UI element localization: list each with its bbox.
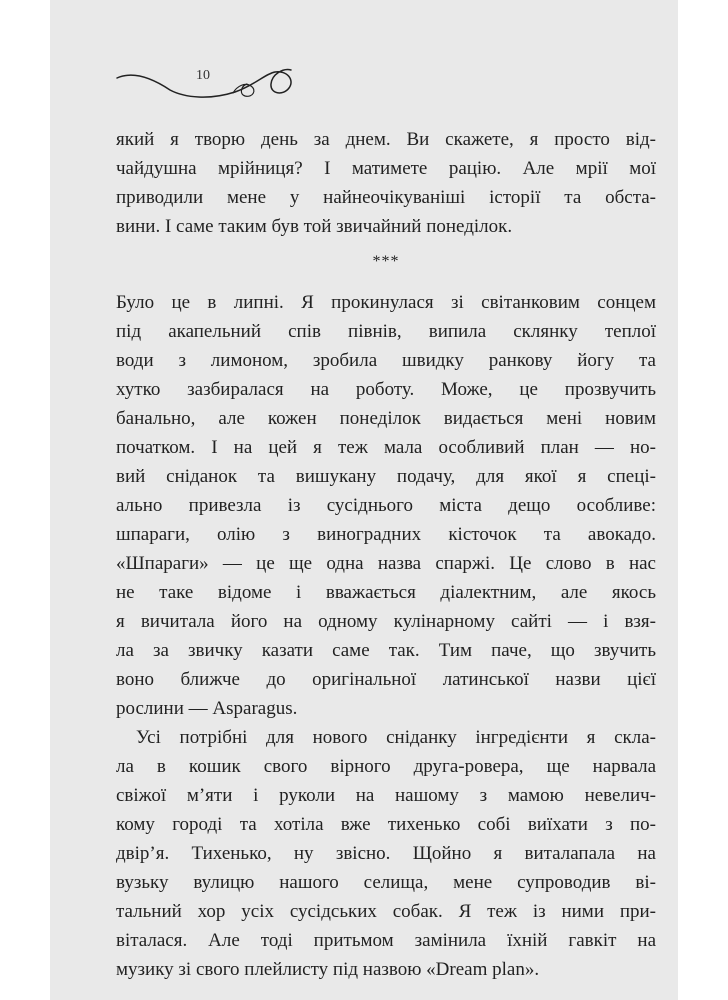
text-line: банально, але кожен понеділок видається мені новим (116, 408, 656, 429)
text-line: вузьку вулицю нашого селища, мене супроводив ві- (116, 872, 656, 893)
text-line: музику зі свого плейлисту під назвою «Dream plan». (116, 959, 540, 980)
page-header (115, 60, 315, 110)
paragraph (116, 723, 656, 984)
text-line: я вичитала його на одному кулінарному сайті — і взя- (116, 611, 656, 632)
text-line: ла за звичку казати саме так. Тим паче, що звучить (116, 640, 656, 661)
text-line: рослини — Asparagus. (116, 698, 298, 719)
page-number: 10 (196, 68, 210, 83)
text-line: свіжої м’яти і руколи на нашому з мамою невелич- (116, 785, 656, 806)
text-line: вий сніданок та вишукану подачу, для якої я спеці- (116, 466, 656, 487)
text-line: «Шпараги» — це ще одна назва спаржі. Це слово в нас (116, 553, 656, 574)
section-separator: *** (372, 253, 400, 270)
section-1 (116, 125, 656, 241)
text-line: Усі потрібні для нового сніданку інгредієнти я скла- (136, 727, 656, 748)
swirl-flourish-icon (115, 60, 305, 105)
text-line: під акапельний спів півнів, випила склянку теплої (116, 321, 656, 342)
paragraph (116, 288, 656, 723)
text-line: який я творю день за днем. Ви скажете, я просто від- (116, 129, 656, 150)
text-line: чайдушна мрійниця? І матимете рацію. Але мрії мої (116, 158, 656, 179)
text-line: вини. І саме таким був той звичайний понеділок. (116, 216, 513, 237)
text-line: воно ближче до оригінальної латинської назви цієї (116, 669, 656, 690)
text-line: шпараги, олію з виноградних кісточок та авокадо. (116, 524, 656, 545)
text-line: приводили мене у найнеочікуваніші історії та обста- (116, 187, 656, 208)
text-line: ла в кошик свого вірного друга-ровера, ще нарвала (116, 756, 656, 777)
page-body (116, 125, 656, 984)
text-line: двір’я. Тихенько, ну звісно. Щойно я виталапала на (116, 843, 656, 864)
text-line: тальний хор усіх сусідських собак. Я теж із ними при- (116, 901, 656, 922)
text-line: хутко зазбиралася на роботу. Може, це прозвучить (116, 379, 656, 400)
text-line: віталася. Але тоді притьмом замінила їхній гавкіт на (116, 930, 656, 951)
text-line: кому городі та хотіла вже тихенько собі виїхати з по- (116, 814, 656, 835)
text-line: Було це в липні. Я прокинулася зі світанковим сонцем (116, 292, 656, 313)
text-line: початком. І на цей я теж мала особливий план — но- (116, 437, 656, 458)
text-line: ально привезла із сусіднього міста дещо особливе: (116, 495, 656, 516)
book-page (50, 0, 678, 1000)
text-line: не таке відоме і вважається діалектним, але якось (116, 582, 656, 603)
text-line: води з лимоном, зробила швидку ранкову йогу та (116, 350, 656, 371)
